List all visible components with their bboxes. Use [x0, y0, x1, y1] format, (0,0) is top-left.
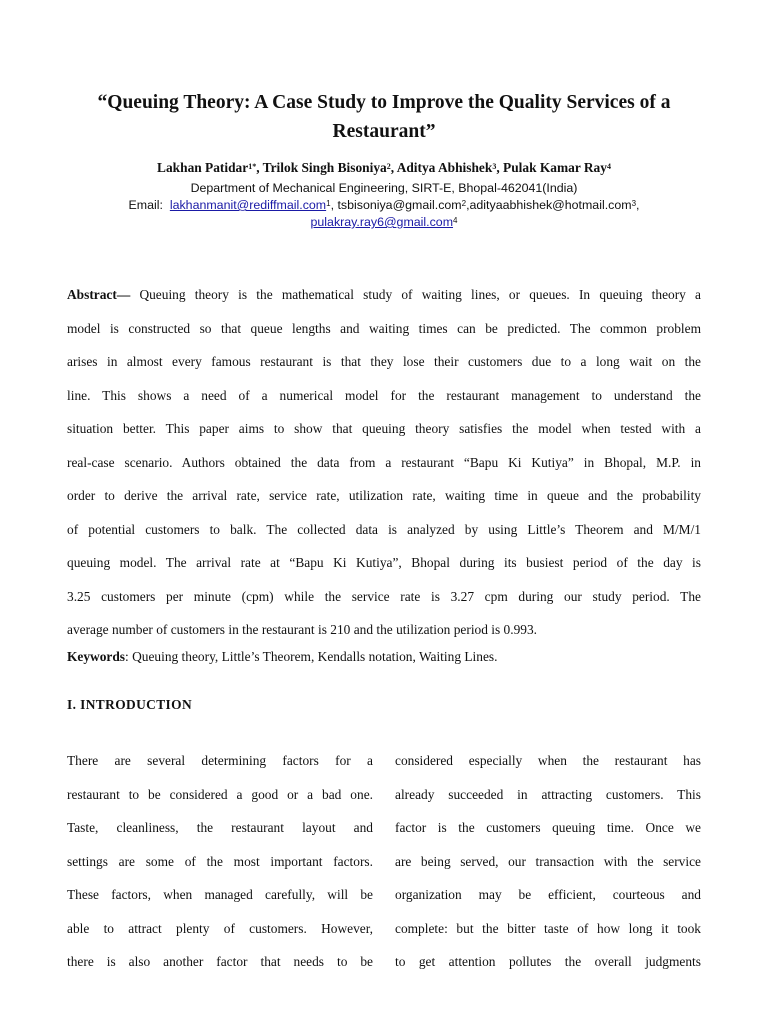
intro-line: there is also another factor that needs to be: [67, 954, 373, 969]
intro-line: already succeeded in attracting customers. This: [395, 786, 701, 802]
paper-title: [60, 88, 708, 146]
abstract-line: 3.25 customers per minute (cpm) while the service rate is 3.27 cpm during our study period. The: [67, 588, 701, 604]
keywords: [67, 649, 701, 665]
title-line-1: “Queuing Theory: A Case Study to Improve the Quality Services of a: [97, 92, 671, 113]
abstract-line: of potential customers to balk. The collected data is analyzed by using Little’s Theorem and M/M/1: [67, 521, 701, 537]
author-sup: 4: [606, 161, 611, 171]
keywords-text: : Queuing theory, Little’s Theorem, Kendalls notation, Waiting Lines.: [125, 649, 498, 664]
email-sup-2: 2: [461, 198, 467, 208]
author-name: Aditya Abhishek: [396, 160, 493, 175]
abstract-line: real-case scenario. Authors obtained the data from a restaurant “Bapu Ki Kutiya” in Bhopal, M.P. in: [67, 454, 701, 470]
email-sup-1: 1: [326, 198, 331, 208]
intro-line: Taste, cleanliness, the restaurant layout and: [67, 820, 373, 835]
author-name: Pulak Kamar Ray: [503, 160, 607, 175]
intro-line: There are several determining factors for a: [67, 753, 373, 768]
intro-line: able to attract plenty of customers. However,: [67, 920, 373, 936]
intro-line: organization may be efficient, courteous and: [395, 887, 701, 902]
intro-line: settings are some of the most important factors.: [67, 853, 373, 869]
intro-line: to get attention pollutes the overall judgments: [395, 954, 701, 969]
email-line-1: Email: lakhanmanit@rediffmail.com$^1$, tsbisoniya@gmail.com$^2$,adityaabhishek@hotmail.com$^3$,: [128, 198, 640, 212]
email-2: tsbisoniya@gmail.com: [337, 198, 462, 212]
email-line-2: [40, 215, 728, 230]
email-link-1[interactable]: lakhanmanit@rediffmail.com: [169, 198, 327, 212]
abstract-line: queuing model. The arrival rate at “Bapu Ki Kutiya”, Bhopal during its busiest period of the day is: [67, 555, 701, 570]
intro-line: are being served, our transaction with the service: [395, 853, 701, 869]
title-line-2: Restaurant”: [332, 121, 436, 142]
abstract: [67, 278, 701, 647]
intro-right-column: [395, 744, 701, 979]
author-list: Lakhan Patidar$^{1*}$, Trilok Singh Bisoniya$^2$, Aditya Abhishek$^3$, Pulak Kamar Ray$^4$: [157, 160, 611, 175]
author-sup: 2: [386, 161, 391, 171]
author-sup: 1*: [248, 161, 257, 171]
intro-line: considered especially when the restaurant has: [395, 753, 701, 768]
abstract-line: situation better. This paper aims to show that queuing theory satisfies the model when tested with a: [67, 421, 701, 436]
abstract-line: arises in almost every famous restaurant is that they lose their customers due to a long wait on the: [67, 354, 701, 369]
abstract-line: line. This shows a need of a numerical model for the restaurant management to understand the: [67, 387, 701, 403]
email-3: adityaabhishek@hotmail.com: [469, 198, 632, 212]
email-sup-3: 3: [631, 198, 637, 208]
intro-line: These factors, when managed carefully, will be: [67, 887, 373, 902]
intro-line: restaurant to be considered a good or a bad one.: [67, 786, 373, 802]
affiliation: Department of Mechanical Engineering, SIRT-E, Bhopal-462041(India): [190, 181, 578, 195]
author-name: Lakhan Patidar: [157, 160, 249, 175]
email-link-4[interactable]: pulakray.ray6@gmail.com: [310, 215, 454, 229]
intro-left-column: [67, 744, 373, 979]
abstract-line: average number of customers in the restaurant is 210 and the utilization period is 0.993.: [67, 622, 538, 637]
email-label: Email:: [128, 198, 163, 212]
email-sup-4: 4: [453, 215, 458, 225]
abstract-label: Abstract—: [67, 287, 131, 302]
abstract-line: Abstract— Queuing theory is the mathematical study of waiting lines, or queues. In queuing theory a: [67, 287, 701, 302]
author-sup: 3: [492, 161, 497, 171]
keywords-label: Keywords: [67, 649, 126, 664]
intro-line: complete: but the bitter taste of how long it took: [395, 920, 701, 936]
author-name: Trilok Singh Bisoniya: [262, 160, 387, 175]
abstract-line: model is constructed so that queue lengths and waiting times can be predicted. The common problem: [67, 320, 701, 336]
intro-line: factor is the customers queuing time. Once we: [395, 820, 701, 835]
abstract-line: order to derive the arrival rate, service rate, utilization rate, waiting time in queue and the probability: [67, 488, 701, 503]
section-heading: I. INTRODUCTION: [67, 697, 193, 712]
